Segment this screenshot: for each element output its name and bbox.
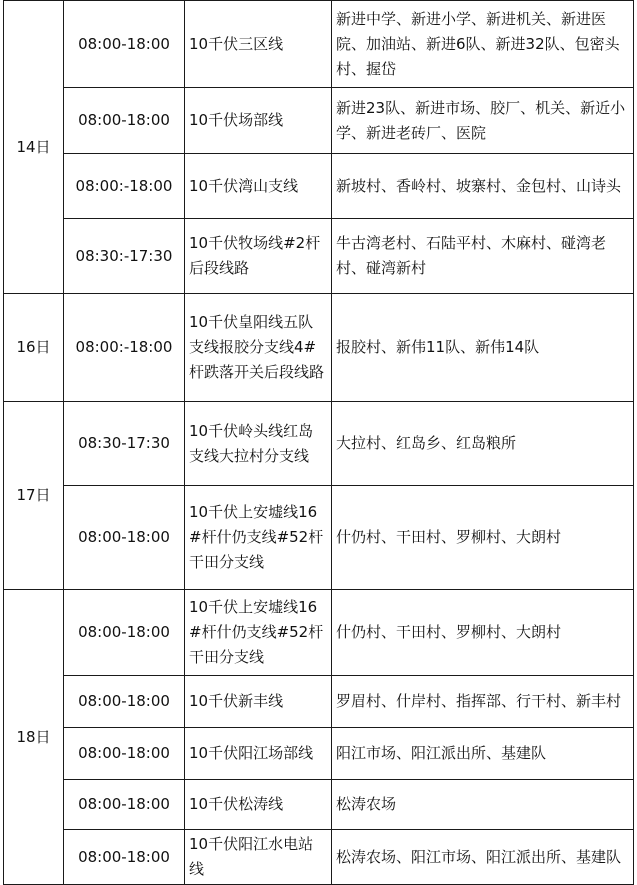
outage-schedule-table xyxy=(3,0,634,885)
time-cell: 08:00-18:00 xyxy=(64,728,185,780)
area-cell: 罗眉村、什岸村、指挥部、行干村、新丰村 xyxy=(332,676,634,728)
area-cell: 什仍村、干田村、罗柳村、大朗村 xyxy=(332,486,634,590)
table-row xyxy=(4,486,634,590)
table-row xyxy=(4,402,634,486)
line-cell: 10千伏上安墟线16#杆什仍支线#52杆干田分支线 xyxy=(185,486,332,590)
table-row xyxy=(4,1,634,88)
area-cell: 松涛农场 xyxy=(332,780,634,830)
area-cell: 新进中学、新进小学、新进机关、新进医院、加油站、新进6队、新进32队、包密头村、握岱 xyxy=(332,1,634,88)
line-cell: 10千伏湾山支线 xyxy=(185,154,332,219)
date-cell: 17日 xyxy=(4,402,64,590)
area-cell: 大拉村、红岛乡、红岛粮所 xyxy=(332,402,634,486)
time-cell: 08:00-18:00 xyxy=(64,88,185,154)
date-cell: 16日 xyxy=(4,294,64,402)
time-cell: 08:00:-18:00 xyxy=(64,294,185,402)
area-cell: 什仍村、干田村、罗柳村、大朗村 xyxy=(332,590,634,676)
line-cell: 10千伏新丰线 xyxy=(185,676,332,728)
table-row xyxy=(4,88,634,154)
table-row xyxy=(4,154,634,219)
time-cell: 08:30:-17:30 xyxy=(64,219,185,294)
line-cell: 10千伏阳江场部线 xyxy=(185,728,332,780)
time-cell: 08:00-18:00 xyxy=(64,830,185,885)
table-row xyxy=(4,590,634,676)
line-cell: 10千伏皇阳线五队支线报胶分支线4#杆跌落开关后段线路 xyxy=(185,294,332,402)
date-cell: 14日 xyxy=(4,1,64,294)
time-cell: 08:30-17:30 xyxy=(64,402,185,486)
line-cell: 10千伏阳江水电站线 xyxy=(185,830,332,885)
area-cell: 新坡村、香岭村、坡寨村、金包村、山诗头 xyxy=(332,154,634,219)
line-cell: 10千伏松涛线 xyxy=(185,780,332,830)
time-cell: 08:00-18:00 xyxy=(64,676,185,728)
table-row xyxy=(4,219,634,294)
area-cell: 阳江市场、阳江派出所、基建队 xyxy=(332,728,634,780)
time-cell: 08:00-18:00 xyxy=(64,590,185,676)
table-row xyxy=(4,676,634,728)
area-cell: 报胶村、新伟11队、新伟14队 xyxy=(332,294,634,402)
time-cell: 08:00:-18:00 xyxy=(64,154,185,219)
line-cell: 10千伏场部线 xyxy=(185,88,332,154)
line-cell: 10千伏牧场线#2杆后段线路 xyxy=(185,219,332,294)
table-row xyxy=(4,728,634,780)
line-cell: 10千伏三区线 xyxy=(185,1,332,88)
table-row xyxy=(4,830,634,885)
date-cell: 18日 xyxy=(4,590,64,885)
line-cell: 10千伏上安墟线16#杆什仍支线#52杆干田分支线 xyxy=(185,590,332,676)
table-row xyxy=(4,780,634,830)
line-cell: 10千伏岭头线红岛支线大拉村分支线 xyxy=(185,402,332,486)
time-cell: 08:00-18:00 xyxy=(64,486,185,590)
time-cell: 08:00-18:00 xyxy=(64,1,185,88)
area-cell: 牛古湾老村、石陆平村、木麻村、碰湾老村、碰湾新村 xyxy=(332,219,634,294)
time-cell: 08:00-18:00 xyxy=(64,780,185,830)
area-cell: 松涛农场、阳江市场、阳江派出所、基建队 xyxy=(332,830,634,885)
area-cell: 新进23队、新进市场、胶厂、机关、新近小学、新进老砖厂、医院 xyxy=(332,88,634,154)
table-row xyxy=(4,294,634,402)
